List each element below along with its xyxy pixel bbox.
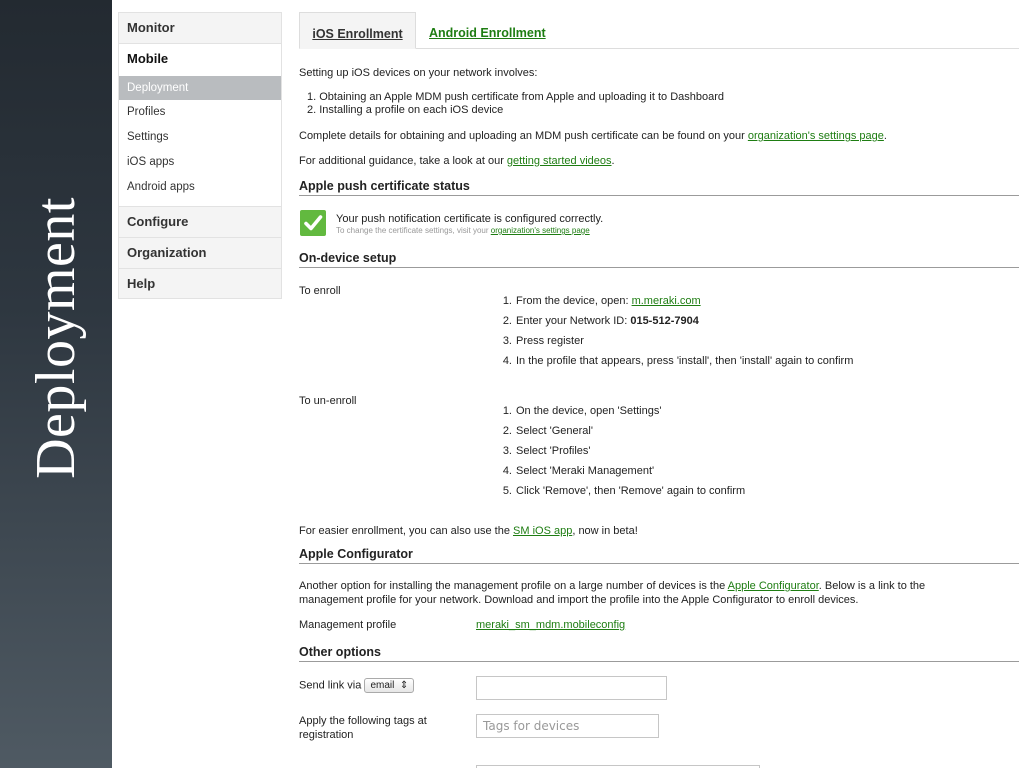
step-text: From the device, open:	[516, 295, 632, 307]
apple-configurator-link[interactable]: Apple Configurator	[727, 580, 819, 592]
mobileconfig-link[interactable]: meraki_sm_mdm.mobileconfig	[476, 619, 626, 631]
push-cert-hint-prefix: To change the certificate settings, visit your	[336, 226, 491, 235]
push-cert-status: Your push notification certificate is configured correctly.	[336, 213, 604, 225]
select-arrows-icon: ⇕	[399, 680, 409, 691]
configurator-heading: Apple Configurator	[299, 546, 1019, 564]
configurator-text-1	[299, 579, 925, 593]
configurator-suffix: . Below is a link to the	[818, 580, 926, 592]
banner-title: Deployment	[25, 197, 87, 479]
unenroll-step	[494, 421, 745, 441]
easier-suffix: , now in beta!	[572, 525, 638, 537]
guidance-text	[299, 154, 615, 168]
send-link-row	[299, 678, 414, 693]
step-number: 3.	[502, 445, 512, 457]
easier-prefix: For easier enrollment, you can also use the	[299, 525, 514, 537]
step-number: 2.	[502, 315, 512, 327]
push-cert-hint	[336, 226, 590, 235]
nav-item-deployment[interactable]: Deployment	[119, 76, 281, 100]
step-text: Enter your Network ID:	[516, 315, 631, 327]
nav-section-monitor[interactable]: Monitor	[118, 12, 282, 43]
enroll-label: To enroll	[299, 285, 341, 297]
nav-item-profiles[interactable]: Profiles	[127, 106, 166, 118]
send-method-value: email	[370, 680, 395, 691]
intro-text: Setting up iOS devices on your network involves:	[299, 67, 538, 79]
org-settings-link[interactable]: organization's settings page	[747, 130, 884, 142]
unenroll-step	[494, 441, 745, 461]
enroll-step	[494, 311, 853, 331]
nav-section-organization[interactable]: Organization	[118, 237, 282, 268]
intro-steps	[307, 91, 724, 117]
management-profile-link[interactable]	[476, 618, 625, 632]
enroll-step	[494, 351, 853, 371]
main-content	[299, 12, 1019, 741]
meraki-url-link[interactable]: m.meraki.com	[631, 295, 701, 307]
tab-android-enrollment[interactable]: Android Enrollment	[429, 26, 546, 40]
send-link-label: Send link via	[299, 679, 362, 692]
intro-step: 2. Installing a profile on each iOS device	[307, 104, 504, 116]
unenroll-step	[494, 461, 745, 481]
step-text: Click 'Remove', then 'Remove' again to confirm	[516, 485, 746, 497]
tags-label-line: registration	[299, 729, 354, 741]
step-number: 1.	[502, 405, 512, 417]
configurator-text-2: management profile for your network. Download and import the profile into the Apple Configurator to enroll devices.	[299, 594, 859, 606]
unenroll-label: To un-enroll	[299, 395, 357, 407]
management-profile-label: Management profile	[299, 619, 397, 631]
send-method-select[interactable]	[364, 678, 414, 693]
step-number: 4.	[502, 465, 512, 477]
push-cert-heading: Apple push certificate status	[299, 178, 1019, 196]
step-number: 3.	[502, 335, 512, 347]
step-number: 2.	[502, 425, 512, 437]
on-device-heading: On-device setup	[299, 250, 1019, 268]
nav-section-mobile[interactable]: Mobile	[118, 43, 282, 74]
nav-item-settings[interactable]: Settings	[127, 131, 169, 143]
unenroll-step	[494, 481, 745, 501]
details-prefix: Complete details for obtaining and uploading an MDM push certificate can be found on your	[299, 130, 748, 142]
nav-item-android-apps[interactable]: Android apps	[127, 181, 195, 193]
mobile-nav-list	[118, 74, 282, 206]
intro-step: 1. Obtaining an Apple MDM push certificate from Apple and uploading it to Dashboard	[307, 91, 725, 103]
easier-enrollment-text	[299, 524, 638, 538]
nav-item-ios-apps[interactable]: iOS apps	[127, 156, 175, 168]
enroll-steps	[494, 291, 853, 371]
sm-ios-app-link[interactable]: SM iOS app	[513, 525, 573, 537]
details-text	[299, 129, 887, 143]
tags-label-line: Apply the following tags at	[299, 715, 427, 727]
send-link-input[interactable]	[476, 676, 667, 700]
other-options-heading: Other options	[299, 644, 1019, 662]
sidebar-nav	[118, 12, 282, 299]
unenroll-step	[494, 401, 745, 421]
checkmark-icon	[300, 210, 326, 236]
tags-input[interactable]: Tags for devices	[476, 714, 659, 738]
nav-section-configure[interactable]: Configure	[118, 206, 282, 237]
tags-label	[299, 714, 427, 742]
enroll-step	[494, 331, 853, 351]
guidance-suffix: .	[611, 155, 615, 167]
enrollment-tabs	[299, 12, 1019, 49]
unenroll-steps	[494, 401, 745, 501]
tab-ios-enrollment[interactable]: iOS Enrollment	[299, 12, 416, 49]
step-text: Select 'Profiles'	[516, 445, 591, 457]
org-settings-link-small[interactable]: organization's settings page	[490, 226, 590, 235]
step-text: Press register	[516, 335, 584, 347]
guidance-prefix: For additional guidance, take a look at our	[299, 155, 507, 167]
step-number: 1.	[502, 295, 512, 307]
step-number: 4.	[502, 355, 512, 367]
step-number: 5.	[502, 485, 512, 497]
step-text: In the profile that appears, press 'install', then 'install' again to confirm	[516, 355, 854, 367]
configurator-prefix: Another option for installing the management profile on a large number of devices is the	[299, 580, 728, 592]
details-suffix: .	[883, 130, 887, 142]
network-id: 015-512-7904	[630, 315, 699, 327]
nav-section-help[interactable]: Help	[118, 268, 282, 299]
getting-started-videos-link[interactable]: getting started videos	[506, 155, 612, 167]
enroll-step	[494, 291, 853, 311]
step-text: Select 'Meraki Management'	[516, 465, 655, 477]
step-text: Select 'General'	[516, 425, 593, 437]
step-text: On the device, open 'Settings'	[516, 405, 662, 417]
side-banner	[0, 0, 112, 768]
